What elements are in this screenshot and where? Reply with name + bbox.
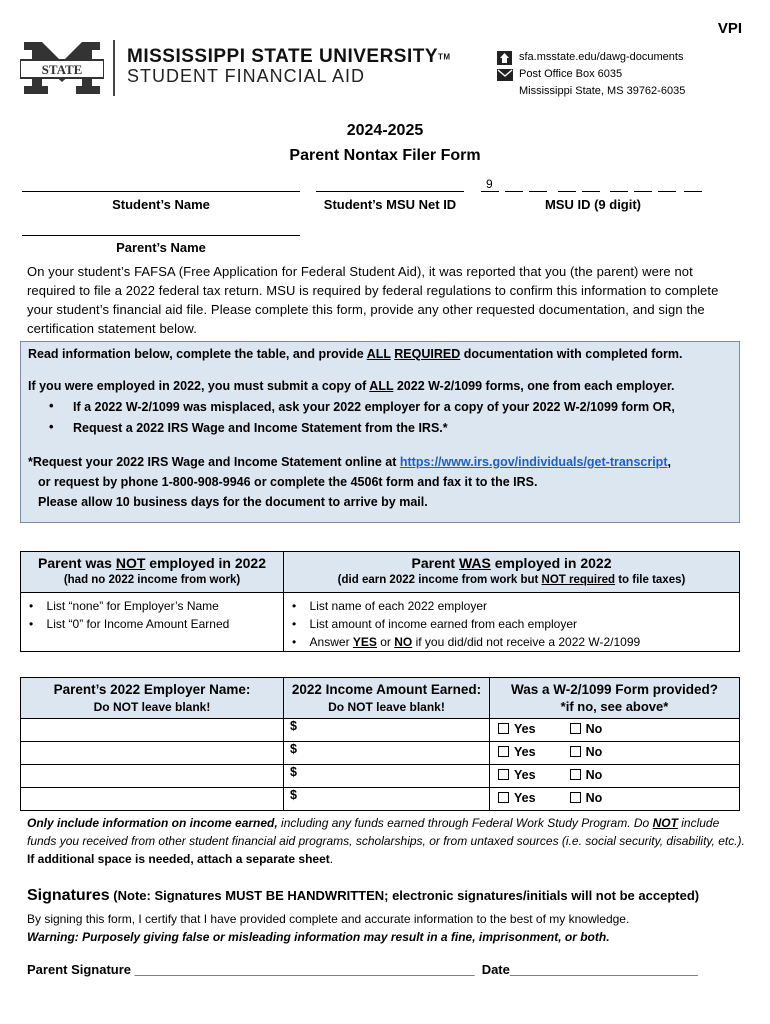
employer-name-input[interactable] — [21, 788, 284, 811]
list-item: • Answer YES or NO if you did/did not receive a 2022 W-2/1099 — [292, 635, 641, 649]
w2-choice — [490, 742, 740, 765]
w2-choice — [490, 719, 740, 742]
date-label: Date — [481, 962, 510, 977]
irs-phone-line: or request by phone 1-800-908-9946 or complete the 4506t form and fax it to the IRS. — [38, 475, 538, 489]
website-link[interactable]: sfa.msstate.edu/dawg-documents — [519, 51, 684, 63]
signatures-heading: Signatures (Note: Signatures MUST BE HANDWRITTEN; electronic signatures/initials will not be accepted) — [27, 887, 700, 904]
address-line1: Post Office Box 6035 — [519, 68, 623, 80]
income-amount-input[interactable]: $ — [284, 788, 490, 811]
bullet-icon: • — [49, 419, 54, 434]
trademark: TM — [438, 52, 451, 62]
w2-no-checkbox[interactable]: No — [570, 745, 603, 759]
w2-no-checkbox[interactable]: No — [570, 722, 603, 736]
irs-request-line: *Request your 2022 IRS Wage and Income Statement online at https://www.irs.gov/individuals/get-transcript, — [28, 455, 671, 469]
list-item: • List amount of income earned from each employer — [292, 617, 578, 631]
w2-yes-checkbox[interactable]: Yes — [498, 745, 536, 759]
employer-name-input[interactable] — [21, 719, 284, 742]
income-amount-header: 2022 Income Amount Earned: Do NOT leave blank! — [284, 678, 490, 719]
university-name: MISSISSIPPI STATE UNIVERSITYTM — [127, 46, 451, 67]
address-line2: Mississippi State, MS 39762-6035 — [519, 85, 686, 97]
student-name-field[interactable] — [22, 191, 300, 192]
not-employed-instructions — [21, 593, 284, 652]
income-amount-input[interactable]: $ — [284, 765, 490, 788]
instructions-line1: Read information below, complete the table, and provide ALL REQUIRED documentation with completed form. — [28, 347, 683, 361]
income-note: Only include information on income earned, including any funds earned through Federal Work Study Program. Do NOT include funds you received from other student financial aid programs, scholarships, or from untaxed sources (i.e. social security, disability, etc.). If additional space is needed, attach a separate sheet. — [27, 816, 745, 866]
department-name: STUDENT FINANCIAL AID — [127, 66, 366, 86]
parent-name-label: Parent’s Name — [116, 240, 206, 255]
income-amount-input[interactable]: $ — [284, 742, 490, 765]
form-code: VPI — [717, 20, 742, 37]
logo-badge-text: STATE — [41, 62, 83, 77]
contact-block — [496, 49, 685, 100]
msu-logo-icon — [20, 40, 104, 96]
bullet-icon: • — [49, 398, 54, 413]
signature-line — [27, 962, 698, 977]
instructions-line2: If you were employed in 2022, you must submit a copy of ALL 2022 W-2/1099 forms, one from each employer. — [28, 379, 675, 393]
envelope-icon — [496, 67, 513, 82]
instructions-bullet1: If a 2022 W-2/1099 was misplaced, ask your 2022 employer for a copy of your 2022 W-2/1099 form OR, — [73, 400, 675, 414]
w2-provided-header: Was a W-2/1099 Form provided? *if no, see above* — [490, 678, 740, 719]
instructions-bullet2: Request a 2022 IRS Wage and Income Statement from the IRS.* — [73, 421, 448, 435]
employer-name-header: Parent’s 2022 Employer Name: Do NOT leave blank! — [21, 678, 284, 719]
allow-days-line: Please allow 10 business days for the document to arrive by mail. — [38, 495, 428, 509]
msu-id-prefix: 9 — [486, 177, 493, 191]
list-item: • List “0” for Income Amount Earned — [29, 617, 230, 631]
list-item: • List name of each 2022 employer — [292, 599, 487, 613]
home-icon — [496, 50, 513, 65]
date-field[interactable]: __________________________ — [509, 962, 698, 977]
w2-choice — [490, 788, 740, 811]
w2-yes-checkbox[interactable]: Yes — [498, 722, 536, 736]
parent-name-field[interactable] — [22, 235, 300, 236]
list-item: • List “none” for Employer’s Name — [29, 599, 219, 613]
income-table — [20, 677, 740, 811]
form-title: Parent Nontax Filer Form — [289, 147, 481, 164]
certification-statement: By signing this form, I certify that I have provided complete and accurate information to the best of my knowledge. — [27, 912, 630, 926]
student-name-label: Student’s Name — [112, 197, 210, 212]
table-row — [21, 765, 740, 788]
logo-divider — [113, 40, 115, 96]
was-employed-instructions — [284, 593, 740, 652]
warning-statement: Warning: Purposely giving false or misleading information may result in a fine, imprisonment, or both. — [27, 930, 610, 944]
table-row — [21, 788, 740, 811]
w2-yes-checkbox[interactable]: Yes — [498, 791, 536, 805]
table-row — [21, 742, 740, 765]
form-year: 2024-2025 — [346, 122, 424, 139]
w2-choice — [490, 765, 740, 788]
net-id-label: Student’s MSU Net ID — [323, 197, 457, 212]
income-amount-input[interactable]: $ — [284, 719, 490, 742]
instructions-box — [20, 341, 740, 523]
msu-id-label: MSU ID (9 digit) — [544, 197, 642, 212]
parent-signature-label: Parent Signature — [27, 962, 135, 977]
was-employed-header: Parent WAS employed in 2022 (did earn 2022 income from work but NOT required to file taxes) — [284, 552, 740, 593]
intro-paragraph: On your student’s FAFSA (Free Application for Federal Student Aid), it was reported that you (the parent) were not required to file a 2022 federal tax return. MSU is required by federal regulations to confirm this information to complete your student’s financial aid file. Please complete this form, provide any other requested documentation, and sign the certification statement below. — [27, 264, 719, 336]
employment-status-table — [20, 551, 740, 652]
employer-name-input[interactable] — [21, 742, 284, 765]
net-id-field[interactable] — [316, 191, 464, 192]
w2-yes-checkbox[interactable]: Yes — [498, 768, 536, 782]
w2-no-checkbox[interactable]: No — [570, 768, 603, 782]
irs-transcript-link[interactable]: https://www.irs.gov/individuals/get-transcript — [399, 455, 668, 469]
not-employed-header: Parent was NOT employed in 2022 (had no 2022 income from work) — [21, 552, 284, 593]
w2-no-checkbox[interactable]: No — [570, 791, 603, 805]
parent-signature-field[interactable]: _______________________________________________ — [134, 962, 475, 977]
table-row — [21, 719, 740, 742]
employer-name-input[interactable] — [21, 765, 284, 788]
